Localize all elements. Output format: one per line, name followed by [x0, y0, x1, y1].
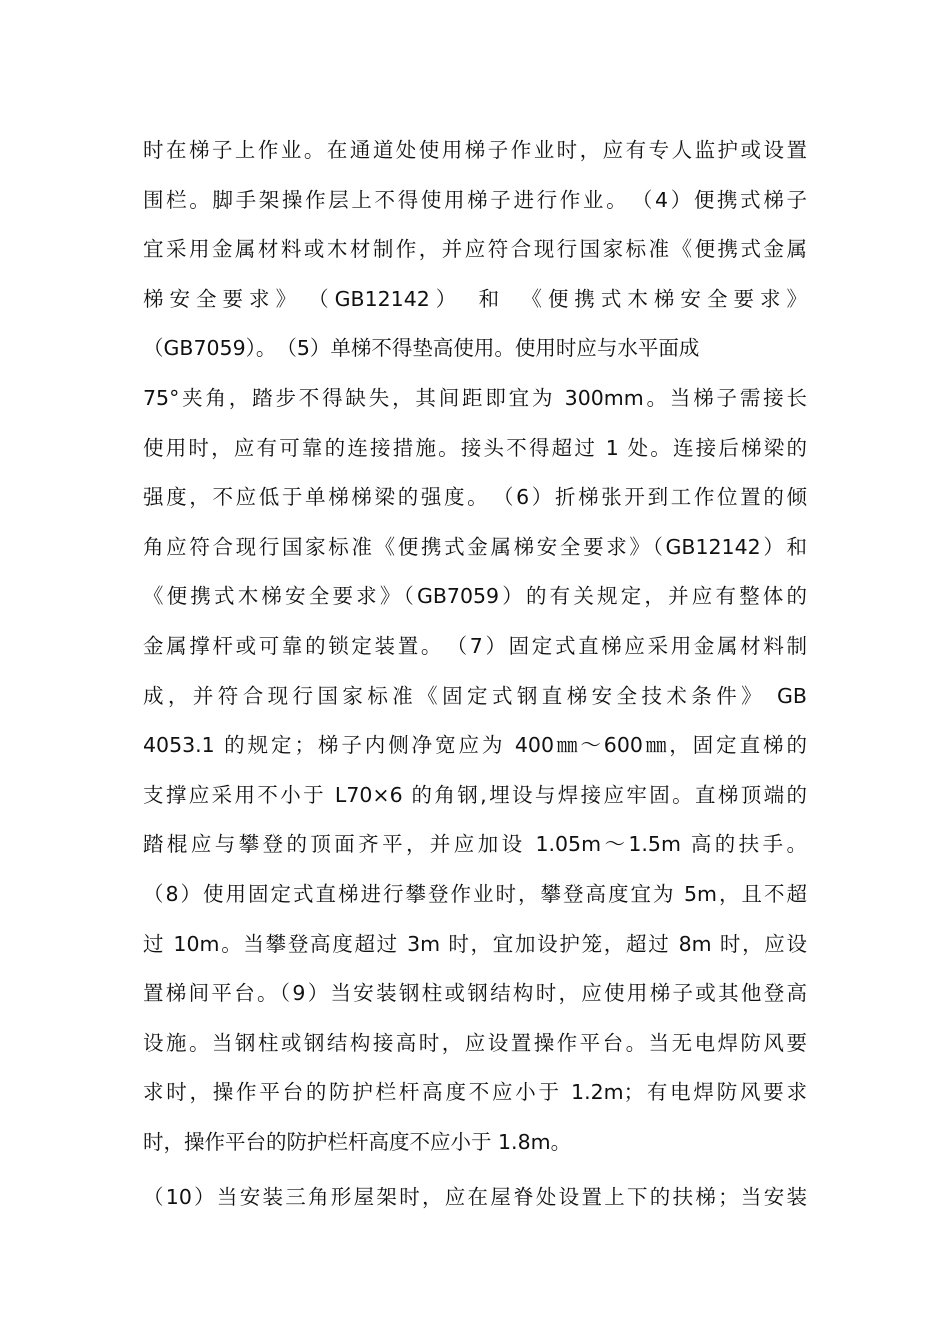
- text-line: 宜采用金属材料或木材制作，并应符合现行国家标准《便携式金属: [143, 237, 807, 262]
- text-line: （10）当安装三角形屋架时，应在屋脊处设置上下的扶梯；当安装: [143, 1185, 807, 1210]
- text-line: 角应符合现行国家标准《便携式金属梯安全要求》（GB12142）和: [143, 534, 807, 559]
- body-text: [143, 126, 807, 1223]
- text-line: 使用时，应有可靠的连接措施。接头不得超过 1 处。连接后梯梁的: [143, 435, 807, 460]
- text-line: （8）使用固定式直梯进行攀登作业时，攀登高度宜为 5m，且不超: [143, 881, 807, 906]
- text-line: 时在梯子上作业。在通道处使用梯子作业时，应有专人监护或设置: [143, 138, 807, 162]
- text-line: 设施。当钢柱或钢结构接高时，应设置操作平台。当无电焊防风要: [143, 1030, 807, 1055]
- text-line: 求时，操作平台的防护栏杆高度不应小于 1.2m；有电焊防风要求: [143, 1080, 807, 1105]
- text-line: 时，操作平台的防护栏杆高度不应小于 1.8m。: [143, 1129, 572, 1154]
- text-line: 强度，不应低于单梯梯梁的强度。 （6）折梯张开到工作位置的倾: [143, 485, 807, 510]
- text-line: 过 10m。当攀登高度超过 3m 时，宜加设护笼，超过 8m 时，应设: [143, 931, 807, 956]
- text-line: 支撑应采用不小于 L70×6 的角钢,埋设与焊接应牢固。直梯顶端的: [143, 782, 807, 807]
- text-line: 金属撑杆或可靠的锁定装置。 （7）固定式直梯应采用金属材料制: [143, 633, 807, 658]
- text-line: （GB7059）。 （5）单梯不得垫高使用。使用时应与水平面成: [143, 336, 700, 361]
- text-line: 梯安全要求》 （GB12142） 和 《便携式木梯安全要求》: [143, 286, 807, 311]
- text-line: 4053.1 的规定；梯子内侧净宽应为 400㎜～600㎜，固定直梯的: [143, 733, 807, 758]
- text-line: 围栏。脚手架操作层上不得使用梯子进行作业。 （4）便携式梯子: [143, 187, 807, 212]
- text-line: 《便携式木梯安全要求》（GB7059）的有关规定，并应有整体的: [143, 584, 807, 609]
- text-line: 成，并符合现行国家标准《固定式钢直梯安全技术条件》 GB: [143, 683, 807, 708]
- text-line: 置梯间平台。（9）当安装钢柱或钢结构时，应使用梯子或其他登高: [143, 981, 807, 1006]
- text-line: 75°夹角，踏步不得缺失，其间距即宜为 300mm。当梯子需接长: [143, 385, 807, 410]
- text-line: 踏棍应与攀登的顶面齐平，并应加设 1.05m～1.5m 高的扶手。: [143, 832, 807, 857]
